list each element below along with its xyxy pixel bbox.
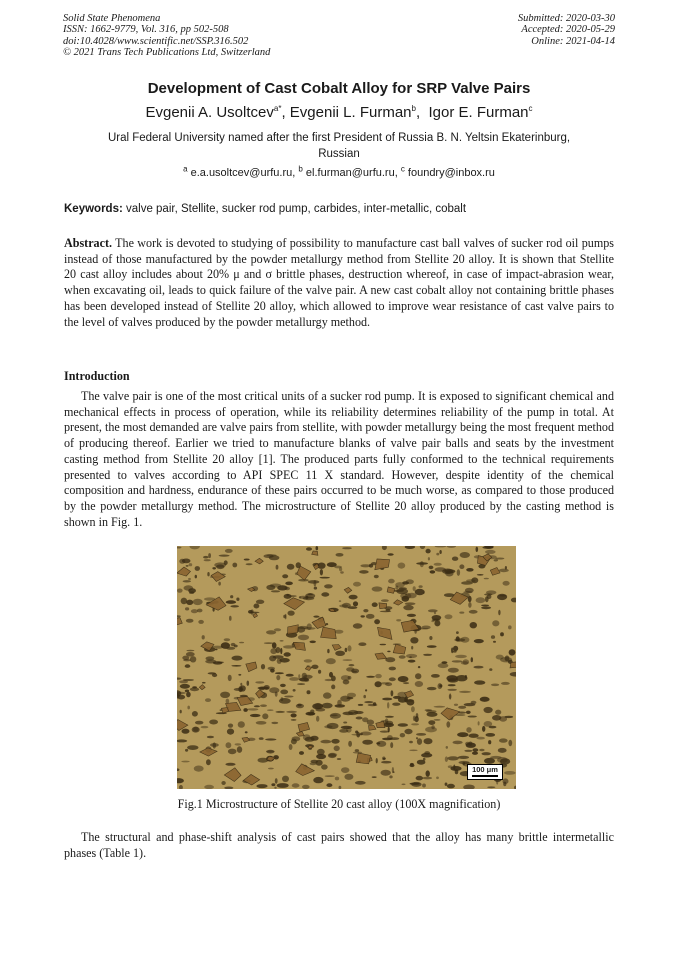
abstract [64,236,614,330]
journal-doi[interactable]: doi:10.4028/www.scientific.net/SSP.316.502 [63,35,249,47]
intro-paragraph: The valve pair is one of the most critical units of a sucker rod pump. It is exposed to significant chemical and mechanical effects in process of operation, while its reliability determines reliability of the pump in total. At present, the most demanded are valve pairs from stellite, with powder metallurgy being the most frequent method of producing thereof. Earlier we tried to manufacture blanks of valve pair balls and seats by the investment casting method from Stellite 20 alloy [1]. The produced parts fully conformed to the technical requirements presented to valves according to API SPEC 11 X standard. However, despite identity of the chemical composition and hardness, endurance of these pairs occurred to be much worse, as compared to those produced by the powder metallurgy method. The microstructure of Stellite 20 alloy produced by the casting method is shown in Fig. 1. [64,389,614,529]
journal-issn: ISSN: 1662-9779, Vol. 316, pp 502-508 [63,24,229,36]
journal-header [63,13,270,59]
paper-title: Development of Cast Cobalt Alloy for SRP Valve Pairs [147,80,531,97]
dates-header [518,13,615,47]
keywords-text: valve pair, Stellite, sucker rod pump, carbides, inter-metallic, cobalt [126,203,467,215]
body-paragraph: The structural and phase-shift analysis of cast pairs showed that the alloy has many brittle intermetallic phases (Table 1). [64,830,614,860]
email-mark: a [183,164,188,174]
author-name: Evgenii A. Usoltcev [145,104,274,121]
intro-heading: Introduction [64,369,130,383]
author-list: Evgenii A. Usoltcev$^{a*}$, Evgenii L. Furman$^b$, Igor E. Furman$^c$ [145,104,533,121]
author-affil-mark: b [411,104,416,113]
keywords-label: Keywords: [64,203,123,215]
affiliation: Ural Federal University named after the first President of Russia B. N. Yeltsin Ekaterinburg, Russian [107,132,571,160]
email-mark: c [400,164,405,174]
figure-caption: Fig.1 Microstructure of Stellite 20 cast alloy (100X magnification) [177,797,501,811]
abstract-text: The work is devoted to studying of possibility to manufacture cast ball valves of sucker rod oil pumps instead of those manufactured by the powder metallurgy method from Stellite 20 alloy. It is shown that Stellite 20 cast alloy includes about 20% μ and σ brittle phases, destruction whereof, in case of impact-abrasion wear, when excavating oil, leads to quick failure of the valve pair. A new cast cobalt alloy not containing brittle phases has been developed instead of Stellite 20 alloy, which allowed to improve wear resistance of cast valve pairs to the level of valves produced by the powder metallurgy method. [64,236,614,329]
author-name: Igor E. Furman [428,104,529,121]
submitted-date: Submitted: 2020-03-30 [517,13,615,24]
scale-bar [467,764,503,780]
author-name: Evgenii L. Furman [289,104,412,121]
scale-bar-line [472,775,498,777]
accepted-date: Accepted: 2020-05-29 [521,24,615,36]
email-mark: b [298,164,303,174]
email-link[interactable]: e.a.usoltcev@urfu.ru [190,167,293,179]
online-date: Online: 2021-04-14 [531,35,615,47]
microstructure-image [177,546,516,789]
keywords [64,203,614,215]
journal-copyright: © 2021 Trans Tech Publications Ltd, Switzerland [63,47,271,59]
email-link[interactable]: foundry@inbox.ru [407,167,495,179]
email-list: $^a$ e.a.usoltcev@urfu.ru, $^b$ el.furman@urfu.ru, $^c$ foundry@inbox.ru [183,164,495,179]
scale-bar-label: 100 μm [472,765,498,774]
email-link[interactable]: el.furman@urfu.ru [305,167,395,179]
microstructure-figure [177,546,516,789]
abstract-label: Abstract. [64,236,113,250]
author-affil-mark: c [528,104,533,113]
author-affil-mark: a* [273,104,282,113]
journal-name: Solid State Phenomena [63,13,161,24]
